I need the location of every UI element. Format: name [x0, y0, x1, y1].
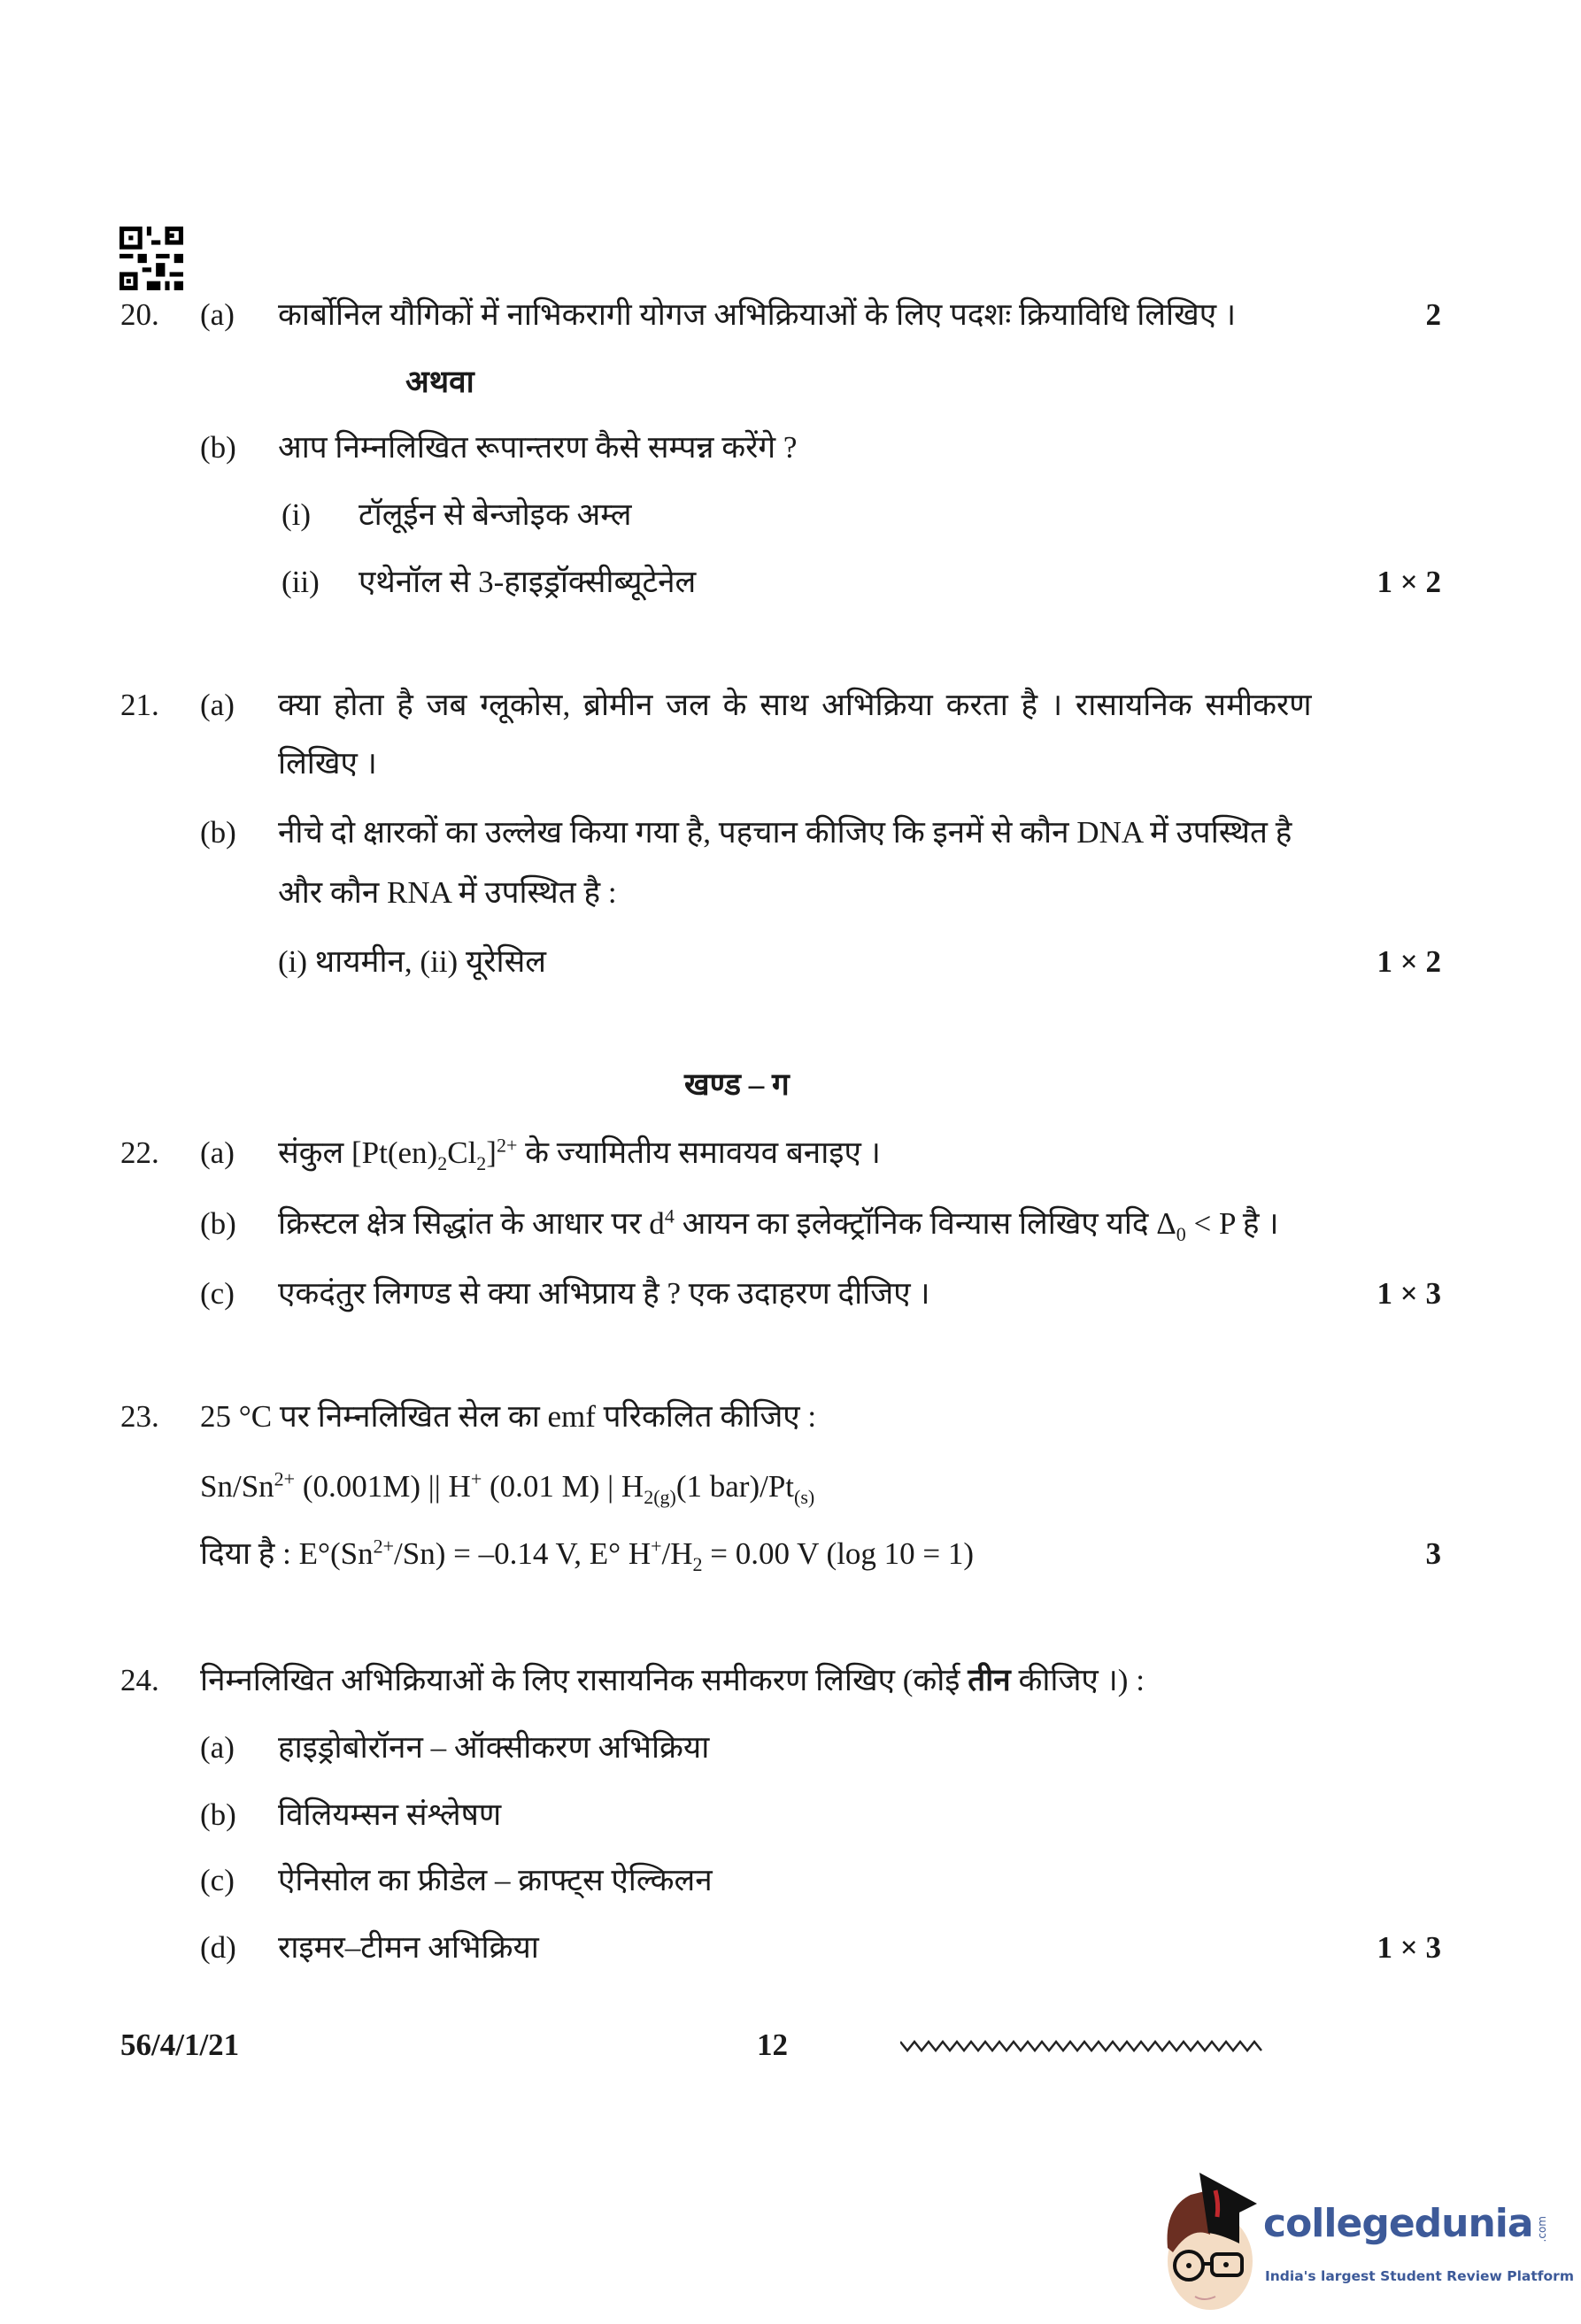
collegedunia-logo	[1155, 2164, 1574, 2314]
superscript: 2+	[496, 1134, 518, 1157]
part-text: ऐनिसोल का फ्रीडेल – क्राफ्ट्स ऐल्किलन	[278, 1863, 713, 1897]
question-number: 20.	[120, 297, 159, 332]
question-text: लिखिए ।	[278, 746, 377, 781]
q23-given-row	[120, 1535, 1441, 1574]
question-list	[120, 296, 1441, 2065]
qr-code-icon	[119, 227, 184, 290]
part-label: (a)	[200, 1730, 235, 1765]
logo-wordmark: collegedunia	[1263, 2201, 1533, 2246]
superscript: +	[651, 1535, 662, 1558]
q24-row	[120, 1661, 1441, 1700]
text: /Sn) = –0.14 V, E° H	[394, 1536, 652, 1571]
paper-code: 56/4/1/21	[120, 2028, 240, 2062]
text: ]	[486, 1135, 497, 1170]
page-footer	[120, 2026, 1441, 2065]
mascot-icon	[1155, 2164, 1270, 2314]
text: (0.01 M) | H	[482, 1469, 644, 1504]
superscript: 2+	[274, 1467, 296, 1490]
text: संकुल [Pt(en)	[278, 1135, 438, 1170]
q21-a-row	[120, 686, 1441, 725]
part-label: (b)	[200, 1206, 236, 1241]
question-text	[278, 1134, 1441, 1173]
marks: 1 × 3	[1377, 1276, 1441, 1311]
q23-row	[120, 1397, 1441, 1436]
part-text: विलियम्सन संश्लेषण	[278, 1797, 502, 1832]
question-text: 25 °C पर निम्नलिखित सेल का emf परिकलित कीजिए :	[200, 1399, 817, 1434]
question-number: 23.	[120, 1399, 159, 1434]
part-label: (a)	[200, 688, 235, 722]
subpart-label: (i)	[281, 497, 312, 532]
text: कीजिए ।) :	[1010, 1663, 1145, 1697]
question-text: क्या होता है जब ग्लूकोस, ब्रोमीन जल के साथ अभिक्रिया करता है । रासायनिक समीकरण	[278, 688, 1312, 722]
question-number: 24.	[120, 1663, 159, 1697]
part-label: (c)	[200, 1863, 235, 1897]
subscript: 2	[476, 1152, 487, 1174]
part-text: राइमर–टीमन अभिक्रिया	[278, 1930, 539, 1965]
q21-b-row	[120, 813, 1441, 852]
q20-b-row	[120, 428, 1441, 467]
subscript: (s)	[794, 1486, 815, 1508]
subpart-label: (ii)	[281, 565, 320, 599]
text: < P है ।	[1185, 1206, 1279, 1241]
subscript: 0	[1176, 1223, 1186, 1245]
part-label: (a)	[200, 297, 235, 332]
q22-a-row	[120, 1134, 1441, 1173]
section-heading: खण्ड – ग	[684, 1067, 790, 1102]
question-text	[200, 1661, 1441, 1700]
text: = 0.00 V (log 10 = 1)	[702, 1536, 975, 1571]
text: Cl	[447, 1135, 477, 1170]
q20-b-i-row	[120, 496, 1441, 535]
text: आयन का इलेक्ट्रॉनिक विन्यास लिखिए यदि Δ	[674, 1206, 1176, 1241]
subscript: 2	[437, 1152, 448, 1174]
superscript: 4	[664, 1204, 675, 1227]
q24-b-row	[120, 1796, 1441, 1835]
question-text: नीचे दो क्षारकों का उल्लेख किया गया है, पहचान कीजिए कि इनमें से कौन DNA में उपस्थित है	[278, 815, 1292, 850]
q24-d-row	[120, 1928, 1441, 1967]
q20-a-row	[120, 296, 1441, 335]
question-text: कार्बोनिल यौगिकों में नाभिकरागी योगज अभिक्रियाओं के लिए पदशः क्रियाविधि लिखिए ।	[278, 297, 1237, 332]
text: निम्नलिखित अभिक्रियाओं के लिए रासायनिक समीकरण लिखिए (कोई	[200, 1663, 968, 1697]
text: दिया है : E°(Sn	[200, 1536, 374, 1571]
subscript: 2(g)	[644, 1486, 676, 1508]
question-number: 21.	[120, 688, 159, 722]
q21-b-row-2	[120, 873, 1441, 912]
text: क्रिस्टल क्षेत्र सिद्धांत के आधार पर d	[278, 1206, 665, 1241]
part-label: (b)	[200, 815, 236, 850]
logo-tagline: India's largest Student Review Platform	[1265, 2268, 1574, 2284]
part-label: (a)	[200, 1135, 235, 1170]
or-separator: अथवा	[405, 365, 474, 399]
text: के ज्यामितीय समावयव बनाइए ।	[517, 1135, 881, 1170]
text-bold: तीन	[968, 1663, 1011, 1697]
question-number: 22.	[120, 1135, 159, 1170]
marks: 1 × 2	[1377, 565, 1441, 599]
question-text: आप निम्नलिखित रूपान्तरण कैसे सम्पन्न करेंगे ?	[278, 430, 798, 465]
logo-suffix: .com	[1535, 2215, 1548, 2242]
marks: 3	[1425, 1536, 1441, 1571]
text: /H	[661, 1536, 693, 1571]
text: Sn/Sn	[200, 1469, 274, 1504]
logo-wordmark-row	[1263, 2197, 1548, 2251]
subscript: 2	[692, 1553, 703, 1575]
q23-cell-row	[120, 1467, 1441, 1506]
superscript: +	[470, 1467, 482, 1490]
question-text: और कौन RNA में उपस्थित है :	[278, 875, 617, 910]
marks: 2	[1425, 297, 1441, 332]
given-data	[200, 1535, 1405, 1574]
text: (1 bar)/Pt	[675, 1469, 795, 1504]
marks: 1 × 3	[1377, 1930, 1441, 1965]
part-label: (c)	[200, 1276, 235, 1311]
subpart-text: एथेनॉल से 3-हाइड्रॉक्सीब्यूटेनेल	[359, 565, 697, 599]
text: (0.001M) || H	[295, 1469, 471, 1504]
q21-a-row-2	[120, 744, 1441, 783]
q24-c-row	[120, 1861, 1441, 1900]
cell-notation	[200, 1467, 1441, 1506]
or-row	[120, 363, 1441, 402]
marks: 1 × 2	[1377, 944, 1441, 979]
question-text: एकदंतुर लिगण्ड से क्या अभिप्राय है ? एक उदाहरण दीजिए ।	[278, 1276, 930, 1311]
question-text: (i) थायमीन, (ii) यूरेसिल	[278, 944, 547, 979]
question-text	[278, 1204, 1441, 1243]
section-row	[120, 1066, 1441, 1104]
superscript: 2+	[373, 1535, 394, 1558]
part-label: (b)	[200, 430, 236, 465]
q24-a-row	[120, 1728, 1441, 1767]
q22-c-row	[120, 1274, 1441, 1313]
page-number: 12	[757, 2028, 788, 2062]
q20-b-ii-row	[120, 563, 1441, 602]
part-label: (b)	[200, 1797, 236, 1832]
part-label: (d)	[200, 1930, 236, 1965]
wavy-line-decoration	[900, 2035, 1263, 2056]
subpart-text: टॉलूईन से बेन्जोइक अम्ल	[359, 497, 632, 532]
part-text: हाइड्रोबोरॉनन – ऑक्सीकरण अभिक्रिया	[278, 1730, 710, 1765]
q21-b-row-3	[120, 943, 1441, 981]
q22-b-row	[120, 1204, 1441, 1243]
